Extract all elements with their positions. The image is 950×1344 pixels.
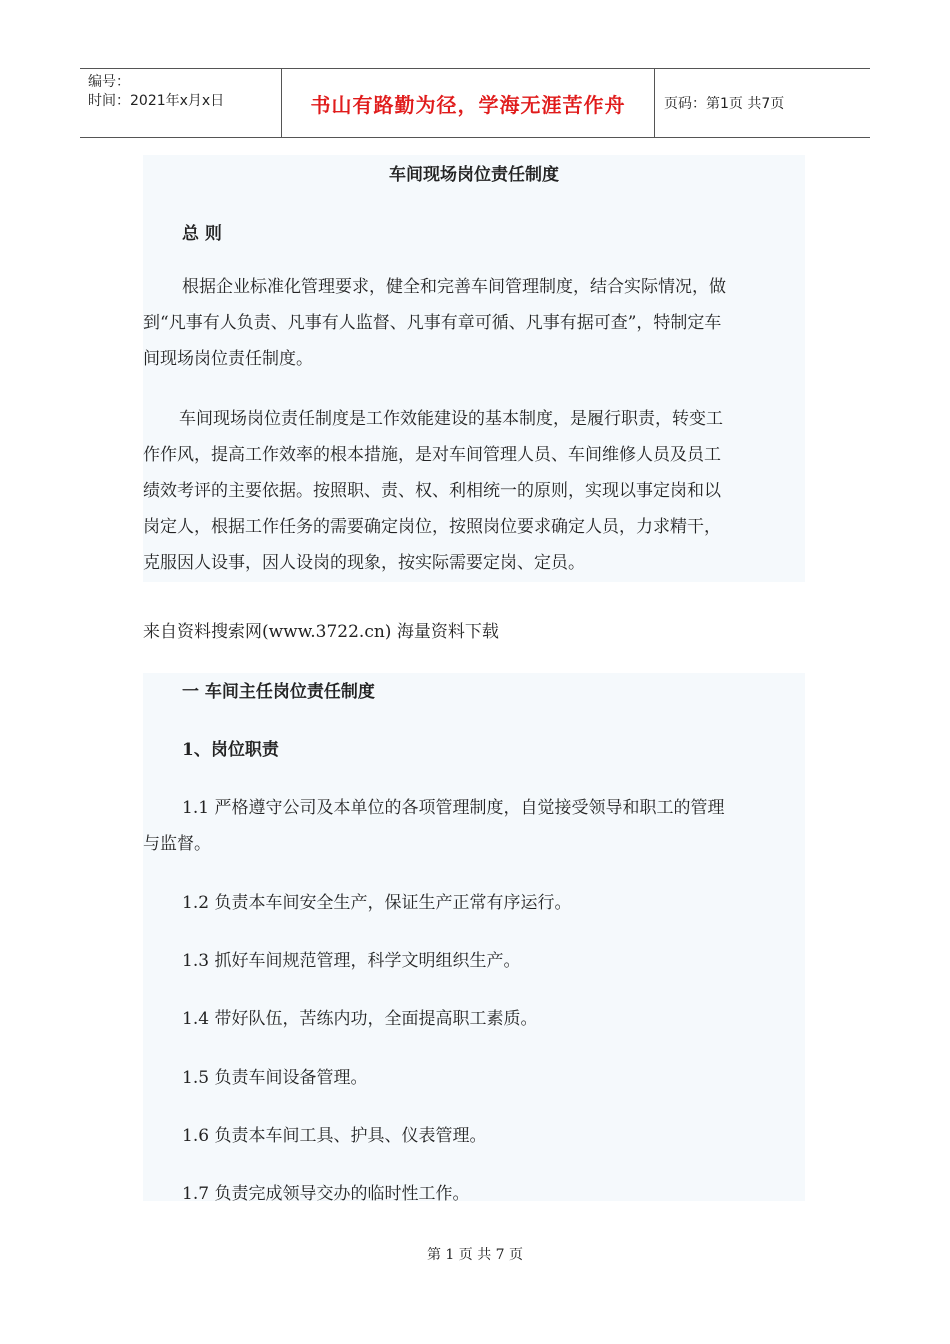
paragraph-line: 车间现场岗位责任制度是工作效能建设的基本制度，是履行职责，转变工: [179, 409, 723, 429]
paragraph-line: 绩效考评的主要依据。按照职、责、权、利相统一的原则，实现以事定岗和以: [143, 481, 721, 501]
duty-item-5: 1.5 负责车间设备管理。: [182, 1068, 368, 1088]
document-number-label: 编号：: [88, 74, 130, 90]
paragraph-intro: [143, 269, 805, 377]
page-footer: 第 1 页 共 7 页: [426, 1247, 524, 1263]
document-title: 车间现场岗位责任制度: [389, 165, 559, 185]
duty-item-1-cont: 与监督。: [143, 834, 211, 854]
duty-item-7: 1.7 负责完成领导交办的临时性工作。: [182, 1184, 470, 1204]
section-heading: 一 车间主任岗位责任制度: [182, 682, 375, 702]
duty-item-6: 1.6 负责本车间工具、护具、仪表管理。: [182, 1126, 487, 1146]
page-header: [80, 68, 870, 138]
paragraph-line: 根据企业标准化管理要求，健全和完善车间管理制度，结合实际情况，做: [182, 277, 726, 297]
header-motto: 书山有路勤为径，学海无涯苦作舟: [281, 69, 655, 137]
document-time-label: 时间：2021年x月x日: [88, 93, 225, 109]
paragraph-line: 克服因人设事，因人设岗的现象，按实际需要定岗、定员。: [143, 553, 585, 573]
header-meta: [88, 73, 224, 111]
paragraph-line: 到“凡事有人负责、凡事有人监督、凡事有章可循、凡事有据可查”，特制定车: [143, 313, 722, 333]
duty-item-2: 1.2 负责本车间安全生产，保证生产正常有序运行。: [182, 893, 572, 913]
general-heading: 总 则: [182, 224, 222, 244]
paragraph-purpose: [143, 401, 805, 581]
duty-item-3: 1.3 抓好车间规范管理，科学文明组织生产。: [182, 951, 521, 971]
duty-item-1: 1.1 严格遵守公司及本单位的各项管理制度，自觉接受领导和职工的管理: [182, 798, 725, 818]
duty-item-4: 1.4 带好队伍，苦练内功，全面提高职工素质。: [182, 1009, 538, 1029]
source-note: 来自资料搜索网(www.3722.cn) 海量资料下载: [143, 622, 499, 642]
paragraph-line: 间现场岗位责任制度。: [143, 349, 313, 369]
paragraph-line: 岗定人，根据工作任务的需要确定岗位，按照岗位要求确定人员，力求精干，: [143, 517, 721, 537]
subsection-heading: 1、岗位职责: [182, 740, 279, 760]
header-page-info: 页码：第1页 共7页: [664, 96, 785, 112]
paragraph-line: 作作风，提高工作效率的根本措施，是对车间管理人员、车间维修人员及员工: [143, 445, 721, 465]
